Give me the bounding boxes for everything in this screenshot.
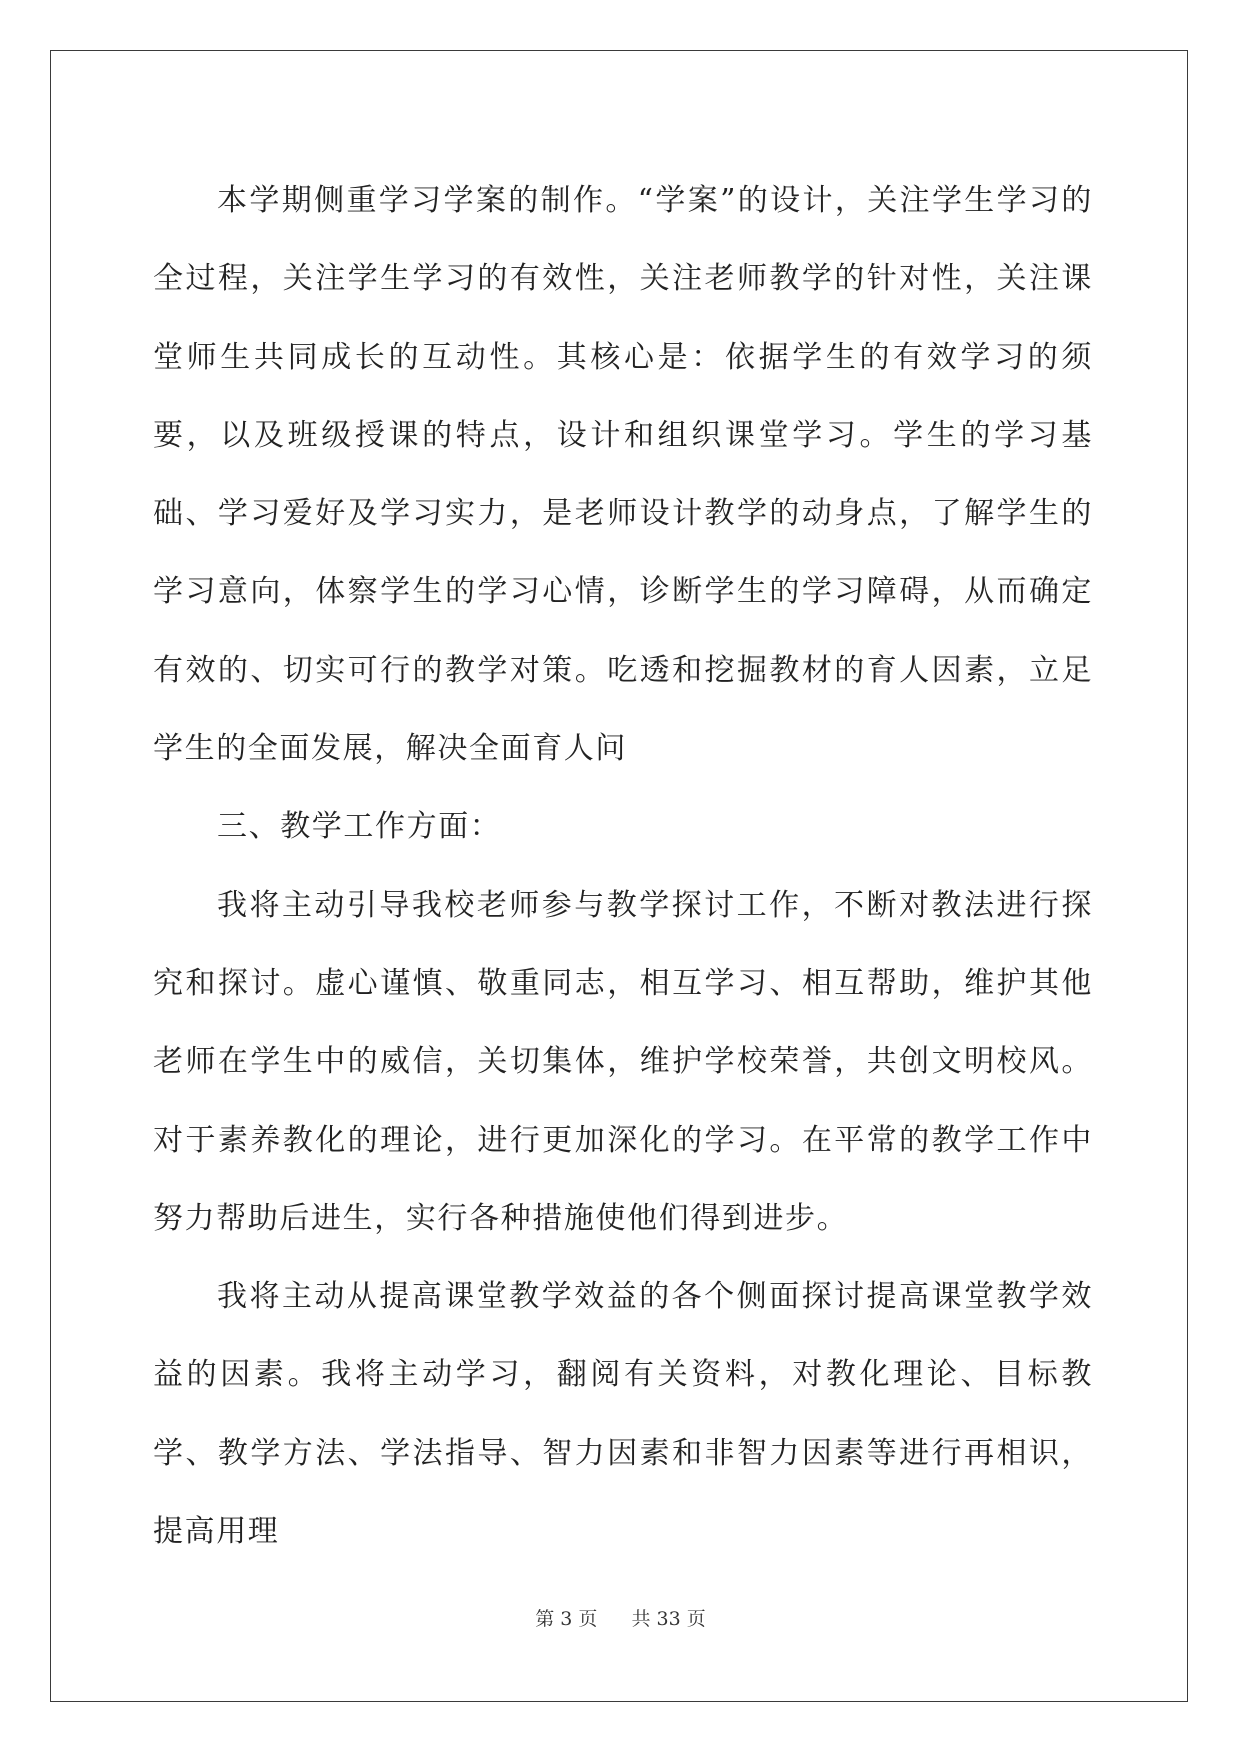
paragraph-3: 我将主动引导我校老师参与教学探讨工作，不断对教法进行探究和探讨。虚心谨慎、敬重同志，相互学习、相互帮助，维护其他老师在学生中的威信，关切集体，维护学校荣誉，共创文明校风。对于素养教化的理论，进行更加深化的学习。在平常的教学工作中努力帮助后进生，实行各种措施使他们得到进步。	[153, 887, 1093, 1236]
page-number: 第 3 页	[535, 1608, 598, 1630]
page-total: 共 33 页	[631, 1608, 706, 1630]
paragraph-2-heading: 三、教学工作方面：	[217, 809, 502, 845]
paragraph-1: 本学期侧重学习学案的制作。“学案”的设计，关注学生学习的全过程，关注学生学习的有效性，关注老师教学的针对性，关注课堂师生共同成长的互动性。其核心是：依据学生的有效学习的须要，以及班级授课的特点，设计和组织课堂学习。学生的学习基础、学习爱好及学习实力，是老师设计教学的动身点，了解学生的学习意向，体察学生的学习心情，诊断学生的学习障碍，从而确定有效的、切实可行的教学对策。吃透和挖掘教材的育人因素，立足学生的全面发展，解决全面育人问	[153, 183, 1093, 767]
paragraph-4: 我将主动从提高课堂教学效益的各个侧面探讨提高课堂教学效益的因素。我将主动学习，翻阅有关资料，对教化理论、目标教学、教学方法、学法指导、智力因素和非智力因素等进行再相识，提高用理	[153, 1279, 1093, 1550]
page-footer	[0, 1604, 1241, 1631]
document-body	[153, 162, 1093, 1571]
